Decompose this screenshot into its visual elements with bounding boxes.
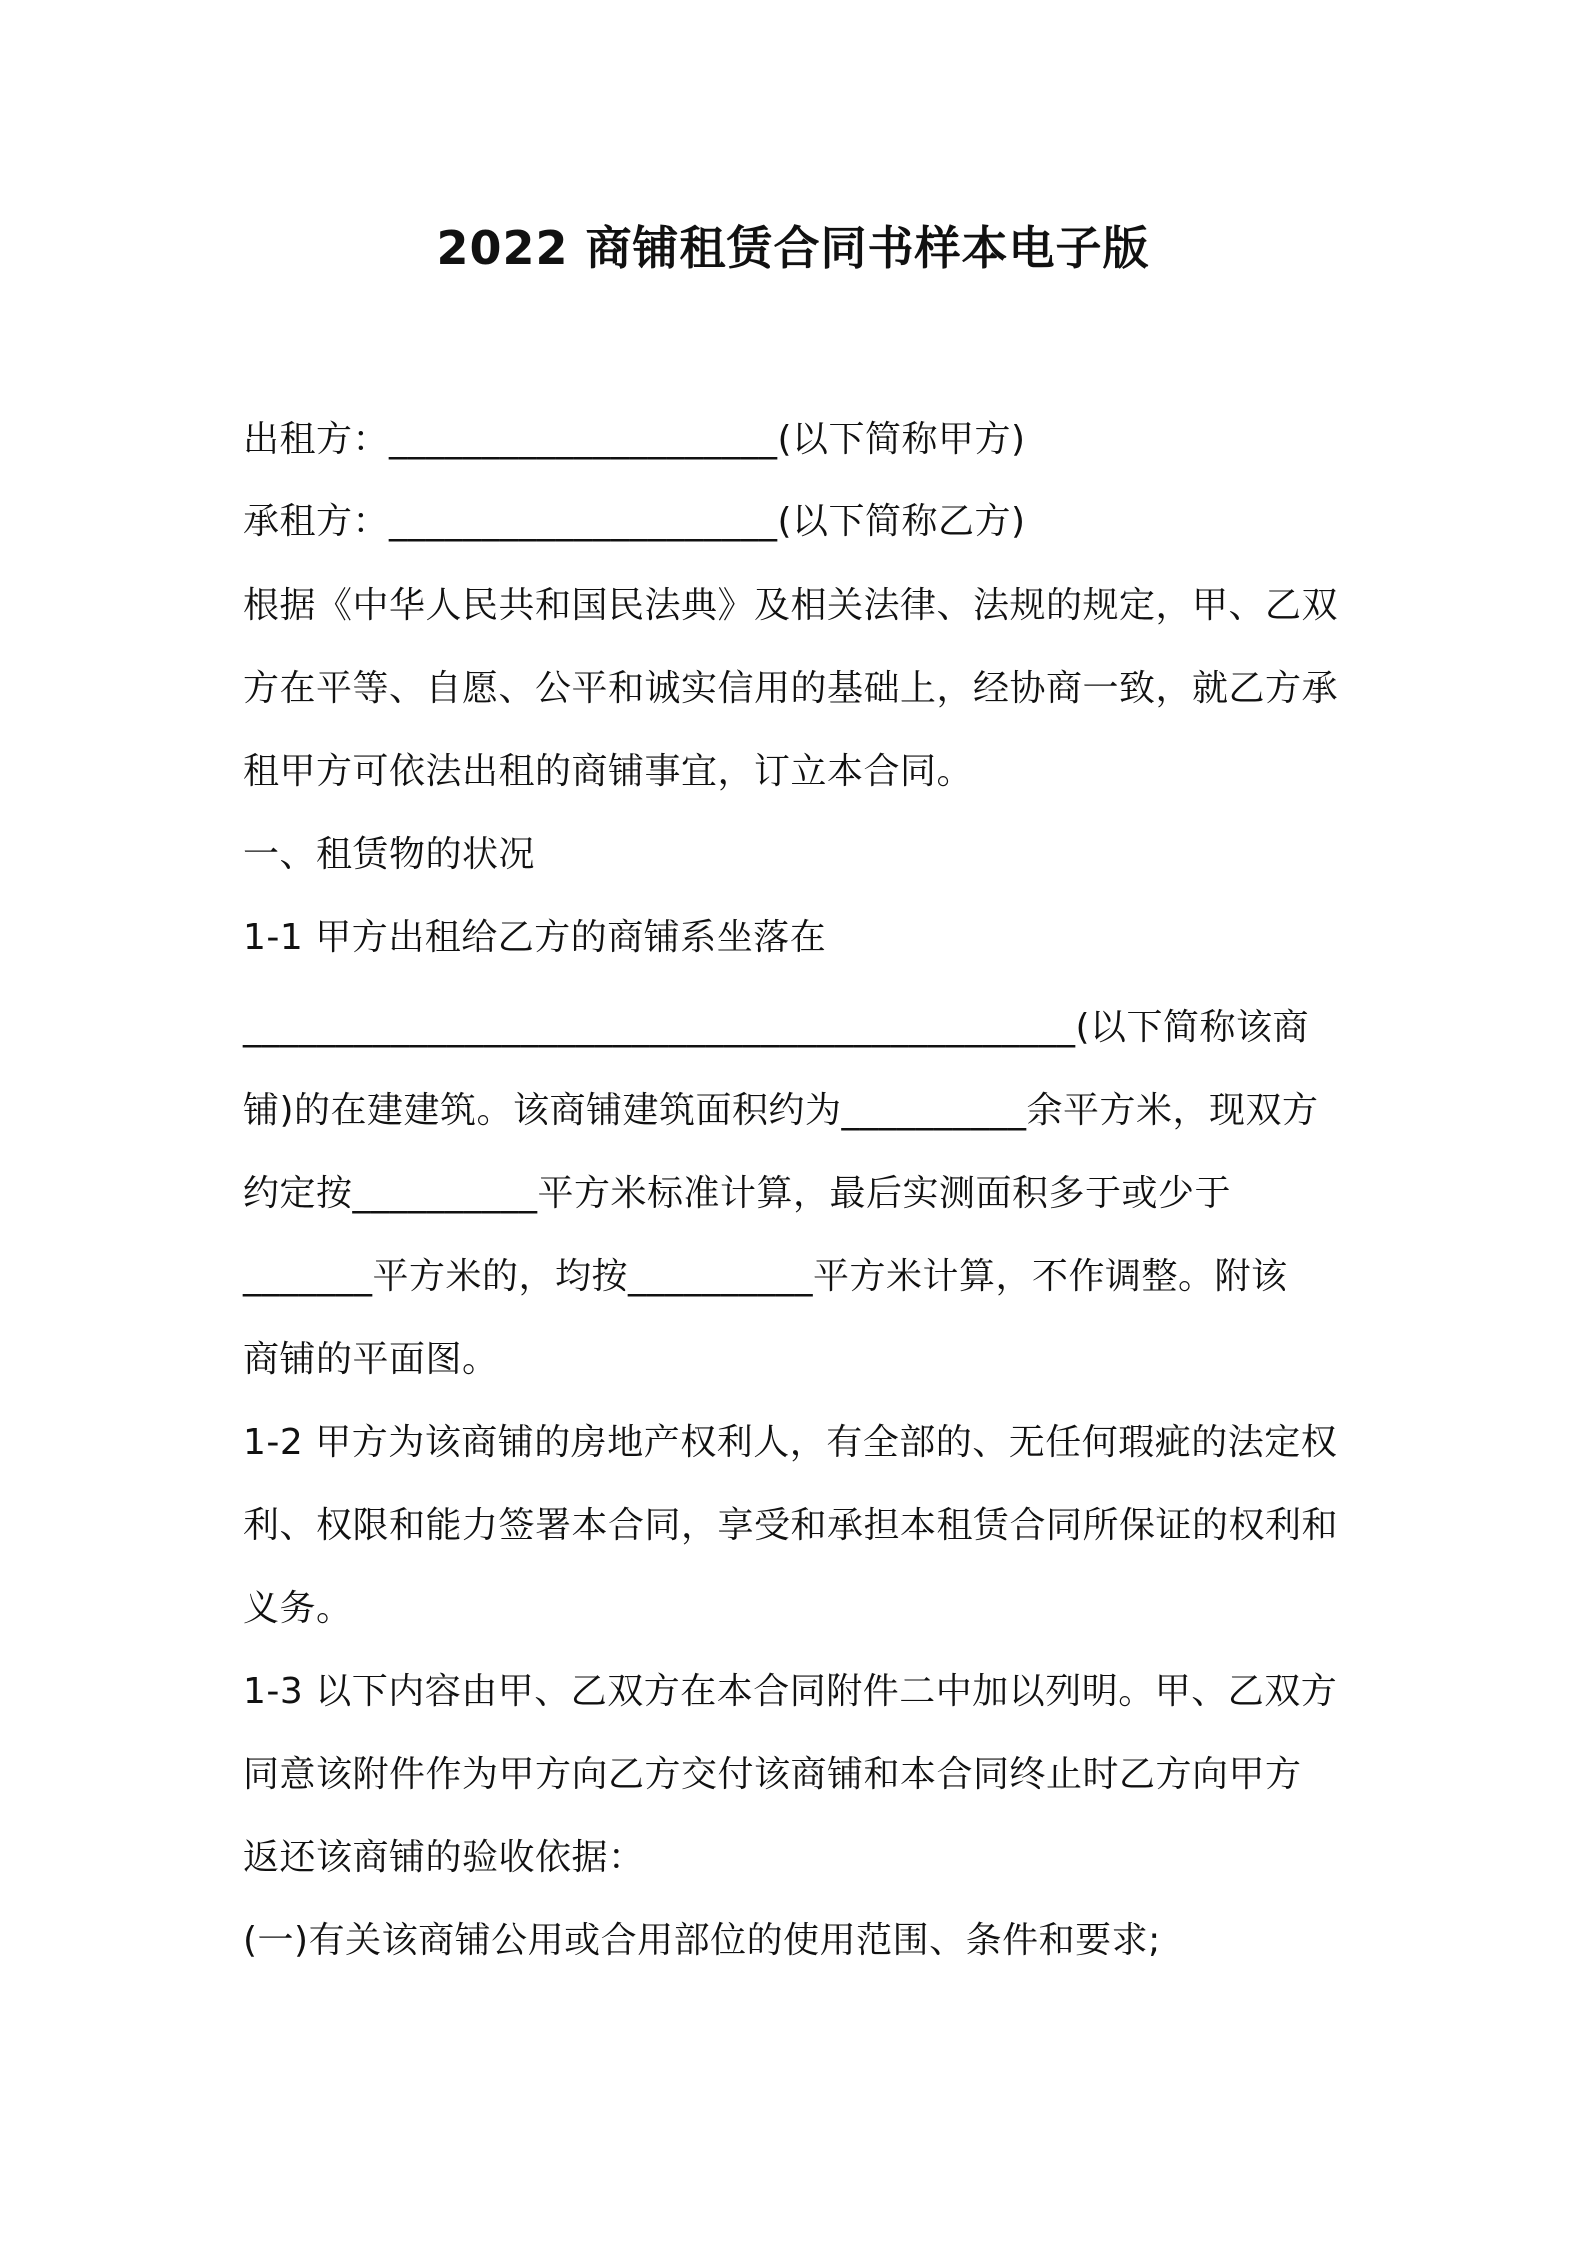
clause-line: 1-2 甲方为该商铺的房地产权利人，有全部的、无任何瑕疵的法定权 — [243, 1422, 1338, 1463]
clause-line: _______平方米的，均按__________平方米计算，不作调整。附该 — [243, 1256, 1288, 1297]
paragraph-line: 根据《中华人民共和国民法典》及相关法律、法规的规定，甲、乙双 — [243, 585, 1339, 626]
clause-line: 1-3 以下内容由甲、乙双方在本合同附件二中加以列明。甲、乙双方 — [243, 1671, 1338, 1712]
clause-line: 返还该商铺的验收依据： — [243, 1837, 645, 1878]
paragraph-line: 租甲方可依法出租的商铺事宜，订立本合同。 — [243, 751, 974, 792]
clause-line: _____________________________________________(以下简称该商 — [243, 1007, 1310, 1048]
clause-line: 利、权限和能力签署本合同，享受和承担本租赁合同所保证的权利和 — [243, 1505, 1339, 1546]
section-heading: 一、租赁物的状况 — [243, 834, 536, 875]
lessee-line: 承租方：_____________________(以下简称乙方) — [243, 501, 1026, 542]
clause-line: 商铺的平面图。 — [243, 1339, 499, 1380]
list-item: (一)有关该商铺公用或合用部位的使用范围、条件和要求; — [243, 1920, 1161, 1961]
paragraph-line: 方在平等、自愿、公平和诚实信用的基础上，经协商一致，就乙方承 — [243, 668, 1339, 709]
clause-line: 约定按__________平方米标准计算，最后实测面积多于或少于 — [243, 1173, 1232, 1214]
clause-line: 义务。 — [243, 1588, 353, 1629]
clause-line: 铺)的在建建筑。该商铺建筑面积约为__________余平方米，现双方 — [243, 1090, 1319, 1131]
clause-line: 同意该附件作为甲方向乙方交付该商铺和本合同终止时乙方向甲方 — [243, 1754, 1302, 1795]
lessor-line: 出租方：_____________________(以下简称甲方) — [243, 419, 1026, 460]
clause-line: 1-1 甲方出租给乙方的商铺系坐落在 — [243, 917, 827, 958]
document-title: 2022 商铺租赁合同书样本电子版 — [436, 221, 1150, 275]
